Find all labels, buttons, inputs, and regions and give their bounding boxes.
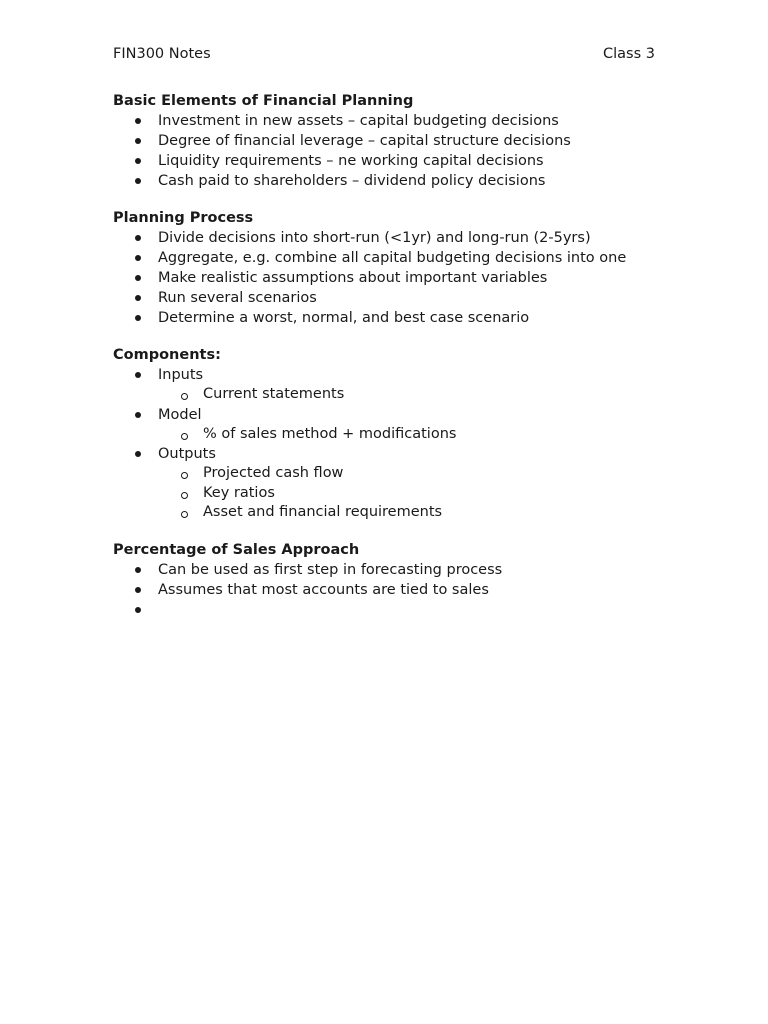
list-item-row: [113, 171, 655, 191]
list-item-text: Run several scenarios: [158, 290, 317, 306]
sub-list-item-text: % of sales method + modifications: [203, 425, 457, 442]
list-item: [113, 228, 655, 248]
list-item-row: [113, 560, 655, 580]
list-item: [113, 444, 655, 523]
list-item-row: [113, 365, 655, 385]
list-item-text: Assumes that most accounts are tied to sales: [158, 581, 489, 598]
sub-bullet-list: [113, 464, 655, 523]
sub-list-item-text: Projected cash flow: [203, 465, 344, 481]
bullet-dot-icon: [135, 255, 141, 261]
list-item-row: [113, 131, 655, 151]
bullet-dot-icon: [135, 567, 141, 573]
circle-bullet-icon: [181, 472, 188, 479]
sub-bullet-list: [113, 425, 655, 445]
class-number: Class 3: [603, 46, 655, 62]
notes-body: [113, 91, 655, 620]
bullet-dot-icon: [135, 315, 141, 321]
list-item-row: [113, 444, 655, 464]
list-item: [113, 131, 655, 151]
section-heading: Planning Process: [113, 210, 254, 226]
bullet-dot-icon: [135, 118, 141, 124]
bullet-dot-icon: [135, 275, 141, 281]
sub-list-item: [113, 503, 655, 523]
bullet-dot-icon: [135, 412, 141, 418]
list-item: [113, 248, 655, 268]
sub-list-item-text: Current statements: [203, 386, 345, 402]
bullet-dot-icon: [135, 235, 141, 241]
bullet-dot-icon: [135, 138, 141, 144]
list-item-text: Divide decisions into short-run (<1yr) and long-run (2-5yrs): [158, 230, 591, 246]
section: [113, 91, 655, 191]
list-item: [113, 405, 655, 445]
section-heading: Basic Elements of Financial Planning: [113, 93, 414, 109]
bullet-dot-icon: [135, 178, 141, 184]
bullet-list: [113, 365, 655, 523]
list-item-text: Degree of financial leverage – capital structure decisions: [158, 133, 571, 149]
circle-bullet-icon: [181, 433, 188, 440]
bullet-dot-icon: [135, 451, 141, 457]
list-item-row: [113, 228, 655, 248]
list-item-row: [113, 111, 655, 131]
list-item-text: Cash paid to shareholders – dividend policy decisions: [158, 173, 546, 189]
section: [113, 345, 655, 523]
sub-bullet-list: [113, 385, 655, 405]
list-item-row: [113, 151, 655, 171]
list-item-row: [113, 288, 655, 308]
list-item-text: Inputs: [158, 367, 204, 383]
list-item-row: [113, 268, 655, 288]
list-item: [113, 580, 655, 600]
sub-list-item-text: Key ratios: [203, 484, 275, 501]
bullet-list: [113, 111, 655, 191]
list-item-text: Liquidity requirements – ne working capital decisions: [158, 153, 544, 169]
list-item-text: Outputs: [158, 446, 216, 462]
list-item: [113, 308, 655, 328]
bullet-list: [113, 560, 655, 620]
list-item-text: Can be used as first step in forecasting process: [158, 561, 503, 578]
list-item-row: [113, 580, 655, 600]
list-item: [113, 151, 655, 171]
bullet-dot-icon: [135, 158, 141, 164]
list-item-row: [113, 600, 655, 620]
sub-list-item: [113, 484, 655, 504]
sub-list-item: [113, 385, 655, 405]
sub-list-item: [113, 425, 655, 445]
section-heading: Percentage of Sales Approach: [113, 541, 360, 558]
list-item: [113, 365, 655, 405]
bullet-dot-icon: [135, 607, 141, 613]
bullet-dot-icon: [135, 587, 141, 593]
list-item-row: [113, 405, 655, 425]
list-item-text: Investment in new assets – capital budgeting decisions: [158, 113, 559, 129]
list-item-row: [113, 308, 655, 328]
course-title: FIN300 Notes: [113, 46, 211, 62]
list-item-row: [113, 248, 655, 268]
list-item: [113, 288, 655, 308]
document-page: [113, 44, 655, 637]
list-item: [113, 600, 655, 620]
list-item-text: Model: [158, 406, 202, 423]
list-item-text: Aggregate, e.g. combine all capital budgeting decisions into one: [158, 250, 627, 266]
sub-list-item: [113, 464, 655, 484]
bullet-dot-icon: [135, 372, 141, 378]
bullet-list: [113, 228, 655, 328]
sub-list-item-text: Asset and financial requirements: [203, 504, 443, 520]
circle-bullet-icon: [181, 393, 188, 400]
circle-bullet-icon: [181, 492, 188, 499]
list-item: [113, 560, 655, 580]
section-heading: Components:: [113, 347, 221, 363]
list-item: [113, 171, 655, 191]
section: [113, 208, 655, 328]
list-item: [113, 268, 655, 288]
section: [113, 540, 655, 620]
circle-bullet-icon: [181, 511, 188, 518]
page-header: [113, 44, 655, 64]
bullet-dot-icon: [135, 295, 141, 301]
list-item: [113, 111, 655, 131]
list-item-text: Make realistic assumptions about important variables: [158, 270, 548, 286]
list-item-text: Determine a worst, normal, and best case scenario: [158, 310, 530, 326]
